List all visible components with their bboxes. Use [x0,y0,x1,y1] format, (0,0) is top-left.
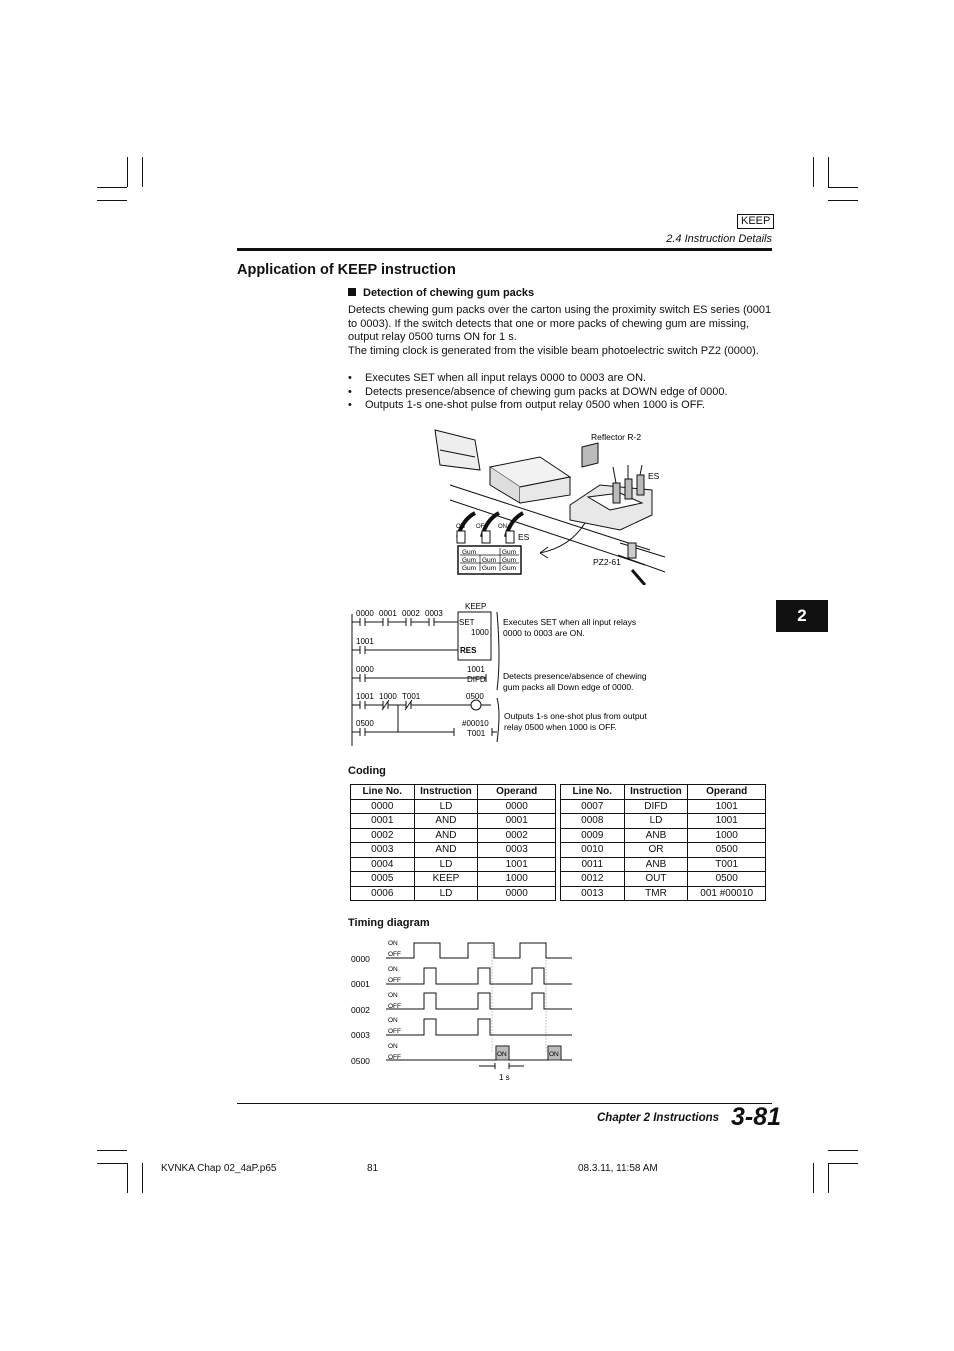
on-label: ON [388,940,398,947]
table-cell: 0009 [561,828,625,843]
column-header: Operand [478,785,556,800]
table-row [561,828,766,843]
footer-rule [237,1103,772,1104]
on-label: ON [388,966,398,973]
difd-label: DIFD [467,675,486,684]
table-cell: T001 [688,857,766,872]
table-cell: OUT [624,872,688,887]
table-cell: LD [414,799,478,814]
table-cell: 1000 [688,828,766,843]
coding-table [560,784,766,901]
gum-label: Gum [482,557,497,564]
gum-label: Gum [502,549,517,556]
table-cell: AND [414,814,478,829]
print-file: KVNKA Chap 02_4aP.p65 [161,1163,277,1174]
signal-label: 0000 [351,954,370,964]
on-label: ON [388,1043,398,1050]
column-header: Instruction [624,785,688,800]
page-title: Application of KEEP instruction [237,262,456,278]
table-cell: 0500 [688,872,766,887]
off-label: OFF [476,524,488,530]
table-cell: AND [414,828,478,843]
paragraph: Detects chewing gum packs over the carton using the proximity switch ES series (0001 to 0003). If the switch detects that one or more packs of chewing gum are missing, output relay 0500 turns ON for 1 s. [348,304,772,343]
chapter-tab: 2 [776,600,828,632]
table-cell: AND [414,843,478,858]
table-row [561,886,766,901]
print-page: 81 [367,1163,379,1174]
table-row [351,843,556,858]
gum-label: Gum [482,565,497,572]
contact-label: 0000 [356,665,374,674]
timing-diagram [346,935,578,1090]
contact-label: 1001 [356,637,374,646]
contact-label: 0002 [402,609,420,618]
table-row [351,799,556,814]
table-cell: 0000 [478,886,556,901]
ladder-diagram [346,600,666,750]
table-cell: 0002 [478,828,556,843]
column-header: Line No. [561,785,625,800]
on-label: ON [388,1017,398,1024]
contact-label: 0003 [425,609,443,618]
table-cell: 0000 [478,799,556,814]
table-cell: KEEP [414,872,478,887]
table-cell: 0000 [351,799,415,814]
timing-heading: Timing diagram [348,917,430,929]
table-row [561,857,766,872]
column-header: Operand [688,785,766,800]
contact-label: 0000 [356,609,374,618]
contact-label: 1001 [356,692,374,701]
timer-label: T001 [467,729,486,738]
off-label: OFF [388,951,401,958]
header-rule [237,248,772,251]
footer-chapter: Chapter 2 Instructions [597,1112,720,1124]
table-row [561,814,766,829]
res-label: RES [460,646,477,655]
table-cell: 0011 [561,857,625,872]
table-cell: 0003 [351,843,415,858]
contact-label: T001 [402,692,421,701]
signal-label: 0001 [351,979,370,989]
off-label: OFF [388,977,401,984]
table-cell: 0500 [688,843,766,858]
table-cell: 0002 [351,828,415,843]
signal-label: 0002 [351,1005,370,1015]
table-row [351,872,556,887]
ladder-note: 0000 to 0003 are ON. [503,628,585,638]
on-label: ON [498,524,507,530]
table-header-row [561,785,766,800]
es-label: ES [518,532,530,542]
coding-table [350,784,556,901]
table-cell: 0003 [478,843,556,858]
table-row [561,843,766,858]
table-cell: ANB [624,857,688,872]
table-cell: 0006 [351,886,415,901]
list-item: • Detects presence/absence of chewing gum packs at DOWN edge of 0000. [348,386,728,398]
keep-relay-label: 1000 [471,628,489,637]
table-cell: OR [624,843,688,858]
table-row [561,872,766,887]
column-header: Line No. [351,785,415,800]
on-label: ON [456,524,465,530]
difd-relay-label: 1001 [467,665,485,674]
coding-heading: Coding [348,765,386,777]
table-cell: LD [414,857,478,872]
print-date: 08.3.11, 11:58 AM [578,1163,658,1174]
table-cell: 0013 [561,886,625,901]
signal-label: 0500 [351,1056,370,1066]
table-cell: 0005 [351,872,415,887]
gum-label: Gum [462,549,477,556]
ladder-note: relay 0500 when 1000 is OFF. [504,722,617,732]
table-cell: TMR [624,886,688,901]
table-cell: 0008 [561,814,625,829]
contact-label: 0001 [379,609,397,618]
table-row [351,828,556,843]
es-label: ES [648,471,660,481]
pulse-label: ON [497,1051,507,1058]
table-cell: 0001 [351,814,415,829]
pulse-label: ON [549,1051,559,1058]
contact-label: 0500 [356,719,374,728]
conveyor-illustration [420,425,670,585]
timer-value-label: #00010 [462,719,489,728]
table-cell: 1001 [688,799,766,814]
off-label: OFF [388,1028,401,1035]
ladder-note: Outputs 1-s one-shot plus from output [504,711,647,721]
page-number: 3-81 [731,1103,782,1131]
section-title: 2.4 Instruction Details [666,233,772,245]
duration-label: 1 s [499,1073,510,1082]
table-header-row [351,785,556,800]
gum-label: Gum [462,565,477,572]
table-cell: DIFD [624,799,688,814]
paragraph: The timing clock is generated from the visible beam photoelectric switch PZ2 (0000). [348,345,759,357]
table-row [351,857,556,872]
output-label: 0500 [466,692,484,701]
contact-label: 1000 [379,692,397,701]
ladder-note: Detects presence/absence of chewing [503,671,647,681]
table-cell: 1001 [688,814,766,829]
table-cell: ANB [624,828,688,843]
table-cell: 1000 [478,872,556,887]
gum-label: Gum [462,557,477,564]
gum-label: Gum [502,557,517,564]
table-row [351,814,556,829]
table-cell: 001 #00010 [688,886,766,901]
reflector-label: Reflector R-2 [591,432,642,442]
table-cell: LD [414,886,478,901]
table-cell: 0012 [561,872,625,887]
header-tag: KEEP [737,214,774,229]
square-bullet-icon [348,288,356,296]
ladder-note: Executes SET when all input relays [503,617,637,627]
keep-label: KEEP [465,602,487,611]
gum-label: Gum [502,565,517,572]
pz-label: PZ2-61 [593,557,621,567]
column-header: Instruction [414,785,478,800]
off-label: OFF [388,1003,401,1010]
off-label: OFF [388,1054,401,1061]
table-cell: 0004 [351,857,415,872]
ladder-note: gum packs all Down edge of 0000. [503,682,634,692]
table-cell: 0001 [478,814,556,829]
table-cell: 0010 [561,843,625,858]
subheading: Detection of chewing gum packs [348,287,534,299]
list-item: • Outputs 1-s one-shot pulse from output relay 0500 when 1000 is OFF. [348,399,705,411]
table-row [561,799,766,814]
table-cell: LD [624,814,688,829]
table-cell: 0007 [561,799,625,814]
list-item: • Executes SET when all input relays 0000 to 0003 are ON. [348,372,647,384]
table-row [351,886,556,901]
on-label: ON [388,992,398,999]
set-label: SET [459,618,475,627]
signal-label: 0003 [351,1030,370,1040]
table-cell: 1001 [478,857,556,872]
